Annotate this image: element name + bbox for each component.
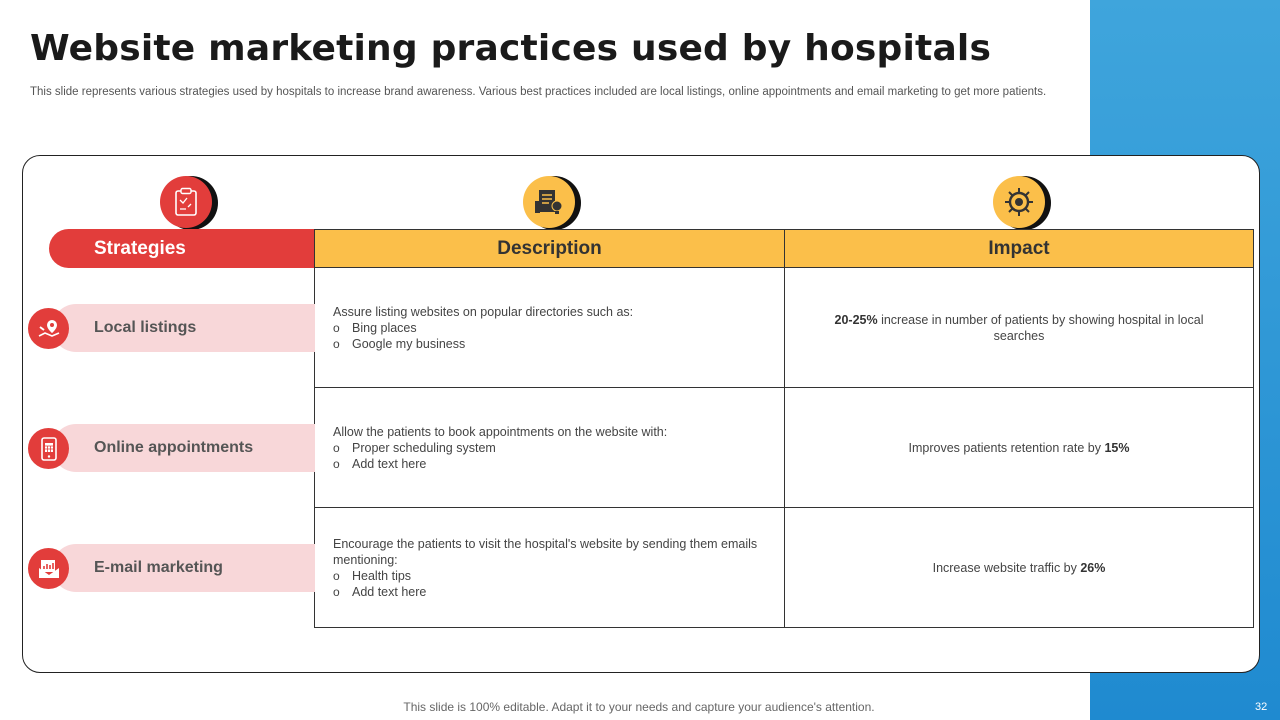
strategy-label: E-mail marketing bbox=[94, 559, 223, 576]
bullet-item: o Health tips bbox=[333, 568, 766, 584]
description-intro: Allow the patients to book appointments on the website with: bbox=[333, 424, 668, 439]
impact-text: increase in number of patients by showing hospital in local searches bbox=[877, 312, 1204, 343]
page-number: 32 bbox=[1255, 701, 1268, 713]
description-bullets bbox=[333, 440, 766, 472]
mobile-calendar-icon bbox=[28, 428, 69, 469]
impact-value: 26% bbox=[1080, 560, 1106, 575]
bullet-item: o Bing places bbox=[333, 320, 766, 336]
document-idea-icon bbox=[523, 176, 577, 230]
description-intro: Encourage the patients to visit the hospital's website by sending them emails mentioning: bbox=[333, 536, 758, 567]
description-bullets bbox=[333, 320, 766, 352]
bullet-item: o Proper scheduling system bbox=[333, 440, 766, 456]
bullet-item: o Add text here bbox=[333, 584, 766, 600]
impact-text: Improves patients retention rate by bbox=[908, 440, 1105, 455]
email-chart-icon bbox=[28, 548, 69, 589]
header-description: Description bbox=[314, 229, 785, 268]
bullet-item: o Google my business bbox=[333, 336, 766, 352]
slide-footer: This slide is 100% editable. Adapt it to your needs and capture your audience's attention. bbox=[403, 700, 875, 714]
target-gear-icon bbox=[993, 176, 1047, 230]
impact-value: 15% bbox=[1104, 440, 1130, 455]
table-row-impact bbox=[784, 268, 1254, 388]
impact-text: Increase website traffic by bbox=[932, 560, 1081, 575]
strategy-label: Local listings bbox=[94, 319, 197, 336]
header-strategies: Strategies bbox=[49, 229, 315, 268]
table-row-impact bbox=[784, 388, 1254, 508]
strategy-online-appointments bbox=[52, 424, 315, 472]
table-row-impact bbox=[784, 508, 1254, 628]
clipboard-icon bbox=[160, 176, 214, 230]
description-bullets bbox=[333, 568, 766, 600]
strategy-local-listings bbox=[52, 304, 315, 352]
slide-title: Website marketing practices used by hospitals bbox=[30, 28, 992, 69]
table-row-description bbox=[314, 508, 785, 628]
header-impact: Impact bbox=[784, 229, 1254, 268]
map-location-icon bbox=[28, 308, 69, 349]
table-row-description bbox=[314, 268, 785, 388]
impact-value: 20-25% bbox=[834, 312, 878, 327]
table-row-description bbox=[314, 388, 785, 508]
description-intro: Assure listing websites on popular directories such as: bbox=[333, 304, 634, 319]
slide-subtitle: This slide represents various strategies used by hospitals to increase brand awareness. Various best practices included are local listings, online appointments and email marketing to get more patients. bbox=[30, 86, 1047, 98]
strategy-email-marketing bbox=[52, 544, 315, 592]
strategy-label: Online appointments bbox=[94, 439, 254, 456]
bullet-item: o Add text here bbox=[333, 456, 766, 472]
